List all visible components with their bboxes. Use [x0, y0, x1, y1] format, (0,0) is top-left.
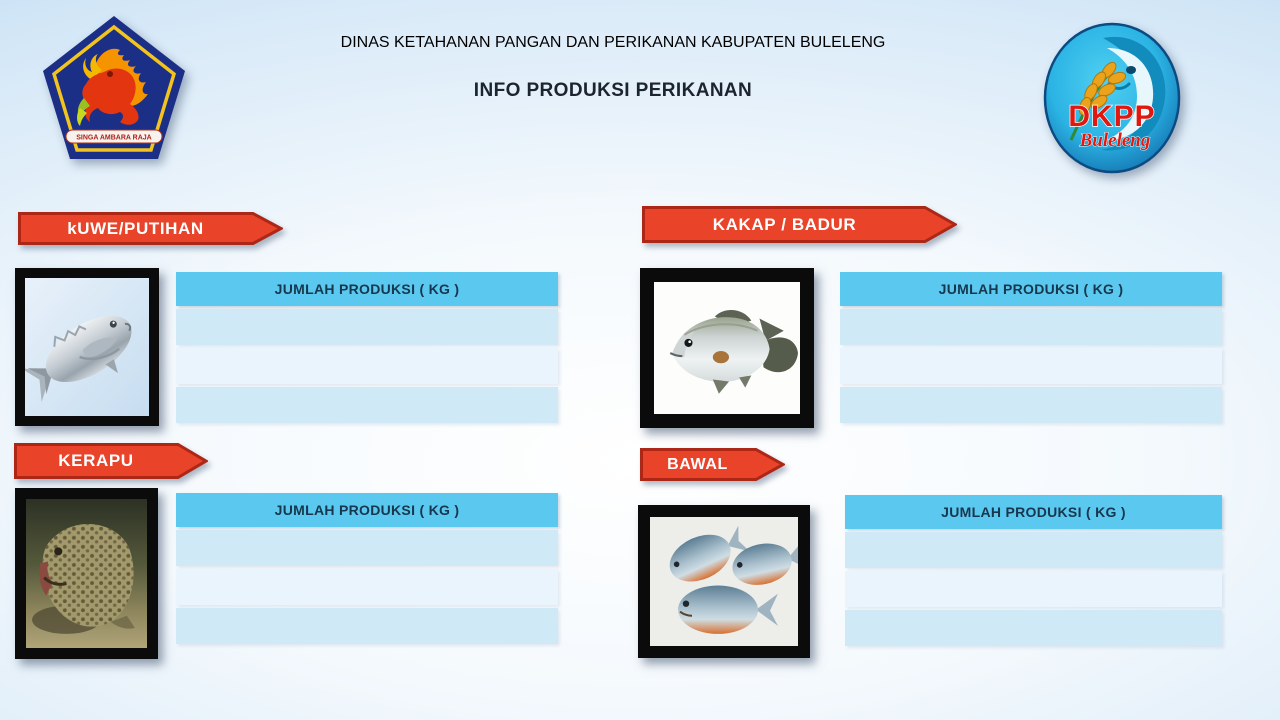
dkpp-region-text: Buleleng	[1079, 130, 1151, 151]
table-row	[840, 309, 1222, 345]
page-subtitle: INFO PRODUKSI PERIKANAN	[473, 80, 753, 101]
kerapu-fish-illustration	[26, 499, 147, 648]
table-row	[176, 348, 558, 384]
table-row	[845, 532, 1222, 568]
buleleng-crest-logo	[40, 12, 188, 166]
table-kerapu-header: JUMLAH PRODUKSI ( KG )	[176, 493, 558, 527]
buleleng-crest-icon	[40, 12, 188, 164]
table-row	[176, 387, 558, 423]
banner-kerapu-label: KERAPU	[58, 451, 134, 470]
table-kerapu	[176, 493, 558, 644]
kuwe-fish-image	[15, 268, 159, 426]
table-row	[840, 387, 1222, 423]
crest-motto-text: SINGA AMBARA RAJA	[76, 134, 152, 142]
kakap-fish-image	[640, 268, 814, 428]
kakap-fish-illustration	[654, 282, 800, 414]
table-kakap-header: JUMLAH PRODUKSI ( KG )	[840, 272, 1222, 306]
page-title: DINAS KETAHANAN PANGAN DAN PERIKANAN KABUPATEN BULELENG	[340, 34, 886, 51]
banner-kakap-label: KAKAP / BADUR	[712, 214, 857, 234]
table-row	[845, 610, 1222, 646]
kerapu-fish-image	[15, 488, 158, 659]
table-row	[176, 530, 558, 566]
table-bawal-header: JUMLAH PRODUKSI ( KG )	[845, 495, 1222, 529]
dkpp-logo-icon	[1043, 22, 1181, 174]
dkpp-logo	[1043, 22, 1181, 174]
table-row	[176, 608, 558, 644]
table-row	[176, 309, 558, 345]
table-kuwe	[176, 272, 558, 423]
table-kakap	[840, 272, 1222, 423]
bawal-fish-illustration	[650, 517, 798, 646]
table-row	[176, 569, 558, 605]
table-bawal	[845, 495, 1222, 646]
table-row	[845, 571, 1222, 607]
banner-kuwe	[18, 212, 283, 245]
banner-kakap	[642, 206, 957, 243]
banner-bawal-label: BAWAL	[667, 455, 728, 473]
banner-kuwe-label: kUWE/PUTIHAN	[67, 218, 204, 238]
banner-bawal	[640, 448, 785, 481]
banner-kerapu	[14, 443, 208, 479]
kuwe-fish-illustration	[25, 278, 149, 416]
table-row	[840, 348, 1222, 384]
dkpp-acronym-text: DKPP	[1068, 100, 1156, 133]
table-kuwe-header: JUMLAH PRODUKSI ( KG )	[176, 272, 558, 306]
bawal-fish-image	[638, 505, 810, 658]
